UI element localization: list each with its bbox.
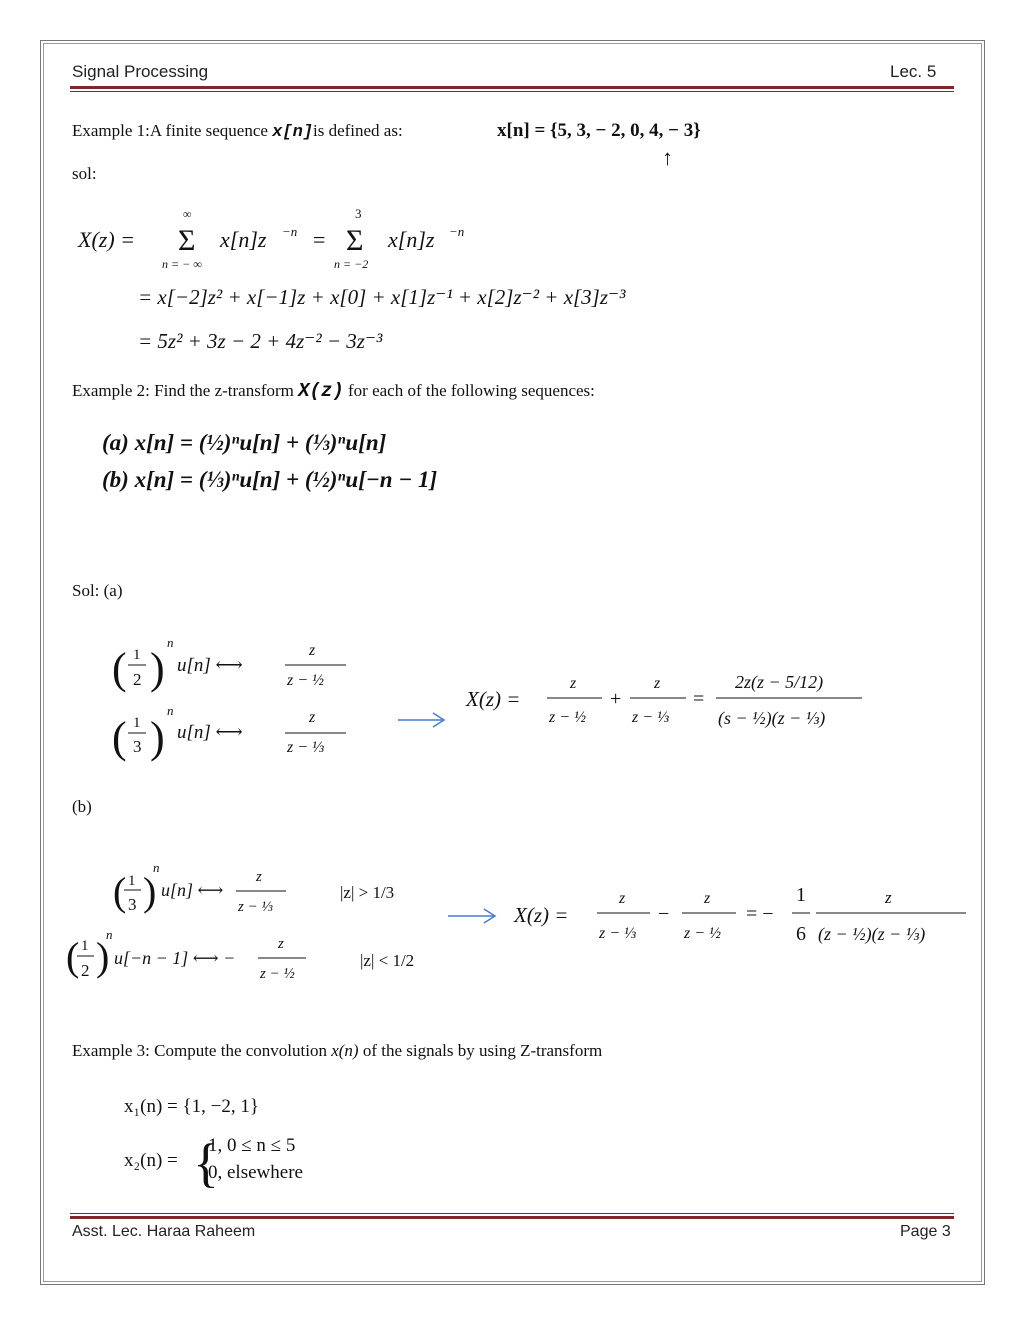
sum2-body: x[n]z [388, 227, 435, 252]
footer-author: Asst. Lec. Haraa Raheem [72, 1223, 256, 1240]
sol-b-p2-den: 2 [81, 961, 90, 980]
sol-a-final-num: 2z(z − 5/12) [735, 672, 824, 692]
example2-part-a: (a) x[n] = (½)ⁿu[n] + (⅓)ⁿu[n] [102, 430, 387, 455]
svg-text:): ) [96, 934, 110, 979]
sol-b-frac2-num: z [704, 890, 711, 907]
example3-x2-lhs: x₂(n) = [124, 1150, 178, 1171]
eq1-equals: = [313, 227, 326, 252]
sol-b-p1-den: 3 [128, 895, 137, 914]
sol-a-result-lhs: X(z) = [466, 687, 521, 711]
example3-x1: x₁(n) = {1, −2, 1} [124, 1096, 259, 1117]
sol-b-exp-1: n [153, 860, 160, 875]
svg-text:(: ( [66, 934, 80, 979]
sol-a-pair-2 [112, 703, 346, 762]
svg-text:): ) [143, 869, 157, 914]
sol-b-p1-num: 1 [128, 873, 136, 889]
sol-a-pair2-den: z − ⅓ [287, 739, 325, 756]
example1-intro: Example 1:A finite sequence x[n]is defined as: [72, 121, 403, 142]
sum1-sigma: Σ [178, 224, 196, 257]
sol-a-exp-1: n [167, 635, 174, 650]
sum1-top: ∞ [183, 207, 192, 221]
sum1-bottom: n = − ∞ [162, 257, 202, 271]
footer-rule-thin [70, 1213, 954, 1214]
eq1-line3: = 5z² + 3z − 2 + 4z⁻² − 3z⁻³ [138, 329, 383, 353]
example3-x2-case2: 0, elsewhere [208, 1162, 303, 1183]
sol-b-pair1-den: z − ⅓ [238, 899, 273, 915]
origin-arrow-icon: ↑ [662, 145, 673, 170]
sequence-symbol: x[n] [272, 123, 313, 142]
eq1-line2: = x[−2]z² + x[−1]z + x[0] + x[1]z⁻¹ + x[2]z⁻² + x[3]z⁻³ [138, 285, 626, 309]
sol-b-roc2: |z| < 1/2 [360, 951, 415, 970]
example1-sol-label: sol: [72, 164, 97, 183]
sol-a-final-den: (s − ½)(z − ⅓) [718, 708, 826, 728]
sum2-bottom: n = −2 [334, 257, 369, 271]
sol-a-frac1-num: z [570, 675, 577, 692]
sol-b-roc1: |z| > 1/3 [340, 883, 395, 902]
sol-a-exp-2: n [167, 703, 174, 718]
sol-b-coef-den: 6 [796, 923, 806, 945]
footer-rule [70, 1216, 954, 1219]
sol-a-plus: + [610, 688, 622, 710]
svg-text:(: ( [112, 644, 127, 693]
sol-b-pair2-label: u[−n − 1] ⟷ − [114, 948, 236, 968]
sol-b-pair-2 [66, 927, 414, 982]
convolution-symbol: x(n) [331, 1041, 359, 1060]
sol-a-pair1-den: z − ½ [287, 672, 325, 689]
sol-b-pair-1 [113, 860, 394, 915]
example1-definition: x[n] = {5, 3, − 2, 0, 4, − 3} [497, 120, 701, 141]
sum2-top: 3 [355, 206, 362, 221]
sum2-exp: −n [449, 224, 465, 239]
sum2-sigma: Σ [346, 224, 364, 257]
sol-b-pair2-num: z [278, 936, 284, 952]
sol-a-frac1-den: z − ½ [549, 709, 587, 726]
sol-b-coef-num: 1 [796, 884, 806, 906]
sol-a-p1-num: 1 [133, 647, 141, 663]
sol-b-arrow-icon [448, 909, 495, 923]
sol-b-pair2-den: z − ½ [260, 966, 295, 982]
sol-a-frac2-den: z − ⅓ [632, 709, 670, 726]
sol-a-p2-den: 3 [133, 737, 142, 756]
sol-b-pair1-num: z [256, 869, 262, 885]
sol-b-frac1-num: z [619, 890, 626, 907]
example3-intro: Example 3: Compute the convolution x(n) of the signals by using Z-transform [72, 1041, 603, 1060]
sol-b-result-lhs: X(z) = [514, 903, 569, 927]
example3-x2-case1: 1, 0 ≤ n ≤ 5 [208, 1135, 296, 1156]
sol-a-equals: = [693, 688, 705, 710]
sol-a-p1-den: 2 [133, 670, 142, 689]
svg-text:): ) [150, 713, 165, 762]
sum1-exp: −n [282, 224, 298, 239]
sol-a-label: Sol: (a) [72, 581, 123, 600]
sol-b-frac2-den: z − ½ [684, 925, 722, 942]
sol-a-pair-1 [112, 635, 346, 693]
ztransform-symbol: X(z) [298, 380, 344, 402]
sol-a-arrow-icon [398, 713, 444, 727]
example2-intro: Example 2: Find the z-transform X(z) for each of the following sequences: [72, 380, 595, 402]
sol-a-pair1-num: z [309, 642, 316, 659]
footer-page-number: Page 3 [900, 1223, 951, 1240]
eq1-lhs: X(z) = [78, 227, 135, 252]
example2-part-b: (b) x[n] = (⅓)ⁿu[n] + (½)ⁿu[−n − 1] [102, 467, 438, 492]
svg-text:(: ( [113, 869, 127, 914]
sol-b-equals: = − [746, 903, 774, 925]
sol-b-final-num: z [885, 888, 892, 907]
sol-b-final-den: (z − ½)(z − ⅓) [818, 924, 926, 944]
sol-b-p2-num: 1 [81, 938, 89, 954]
sol-b-pair1-label: u[n] ⟷ [161, 880, 224, 900]
sol-b-minus: − [658, 903, 670, 925]
sol-a-p2-num: 1 [133, 715, 141, 731]
example3-brace: { [193, 1133, 219, 1193]
sol-a-pair1-label: u[n] ⟷ [177, 655, 243, 676]
svg-text:(: ( [112, 713, 127, 762]
sol-a-frac2-num: z [654, 675, 661, 692]
header-title: Signal Processing [72, 62, 209, 81]
svg-text:): ) [150, 644, 165, 693]
sol-a-pair2-num: z [309, 709, 316, 726]
sol-a-pair2-label: u[n] ⟷ [177, 722, 243, 743]
sol-b-exp-2: n [106, 927, 113, 942]
sol-b-frac1-den: z − ⅓ [599, 925, 637, 942]
sum1-body: x[n]z [220, 227, 267, 252]
sol-b-label: (b) [72, 797, 92, 816]
header-lecture: Lec. 5 [890, 62, 937, 81]
